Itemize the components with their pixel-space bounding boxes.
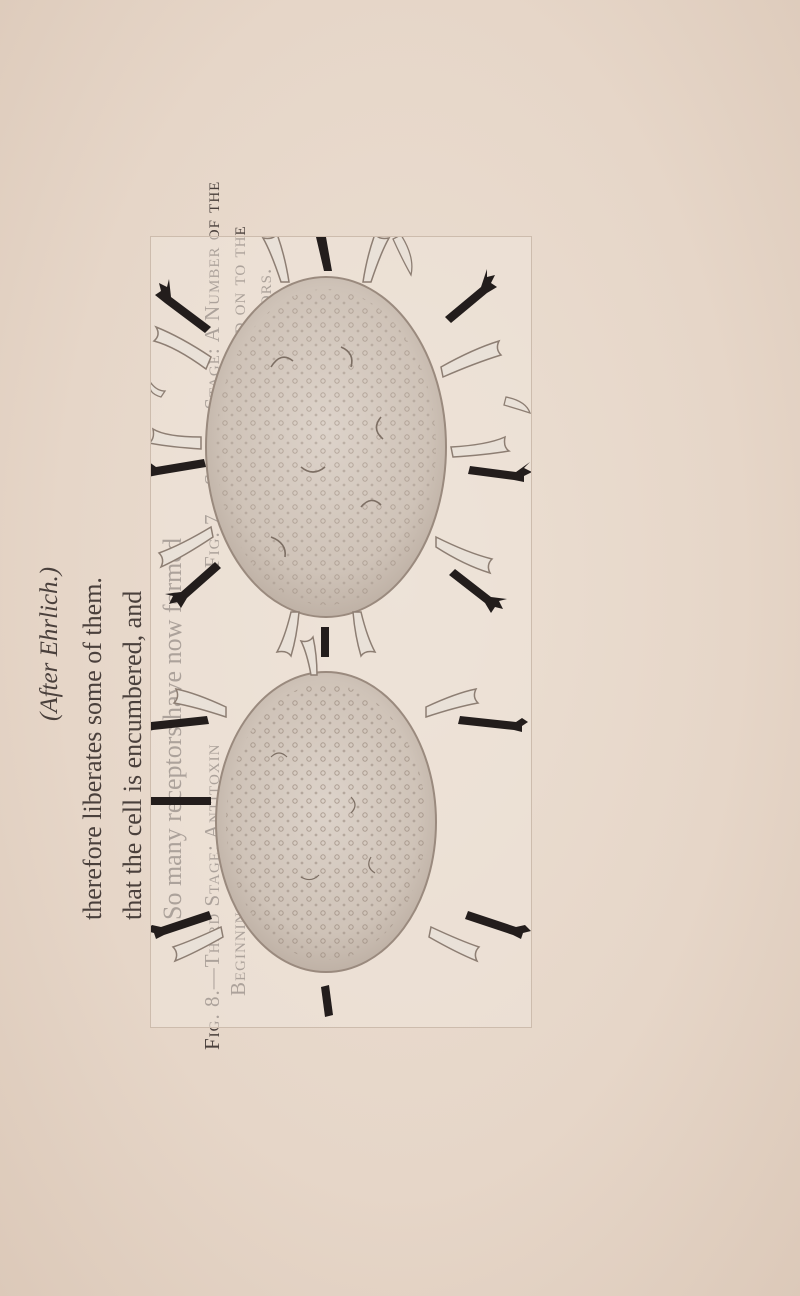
illustration-plate (150, 236, 532, 1028)
cell-illustrations (151, 237, 531, 1027)
body-text-line-1: therefore liberates some of them. (78, 577, 107, 920)
body-text-line-2: that the cell is encumbered, and (118, 590, 147, 920)
fig7-cell (151, 627, 531, 1017)
attribution: (After Ehrlich.) (36, 566, 63, 721)
fig8-cell (151, 237, 531, 656)
